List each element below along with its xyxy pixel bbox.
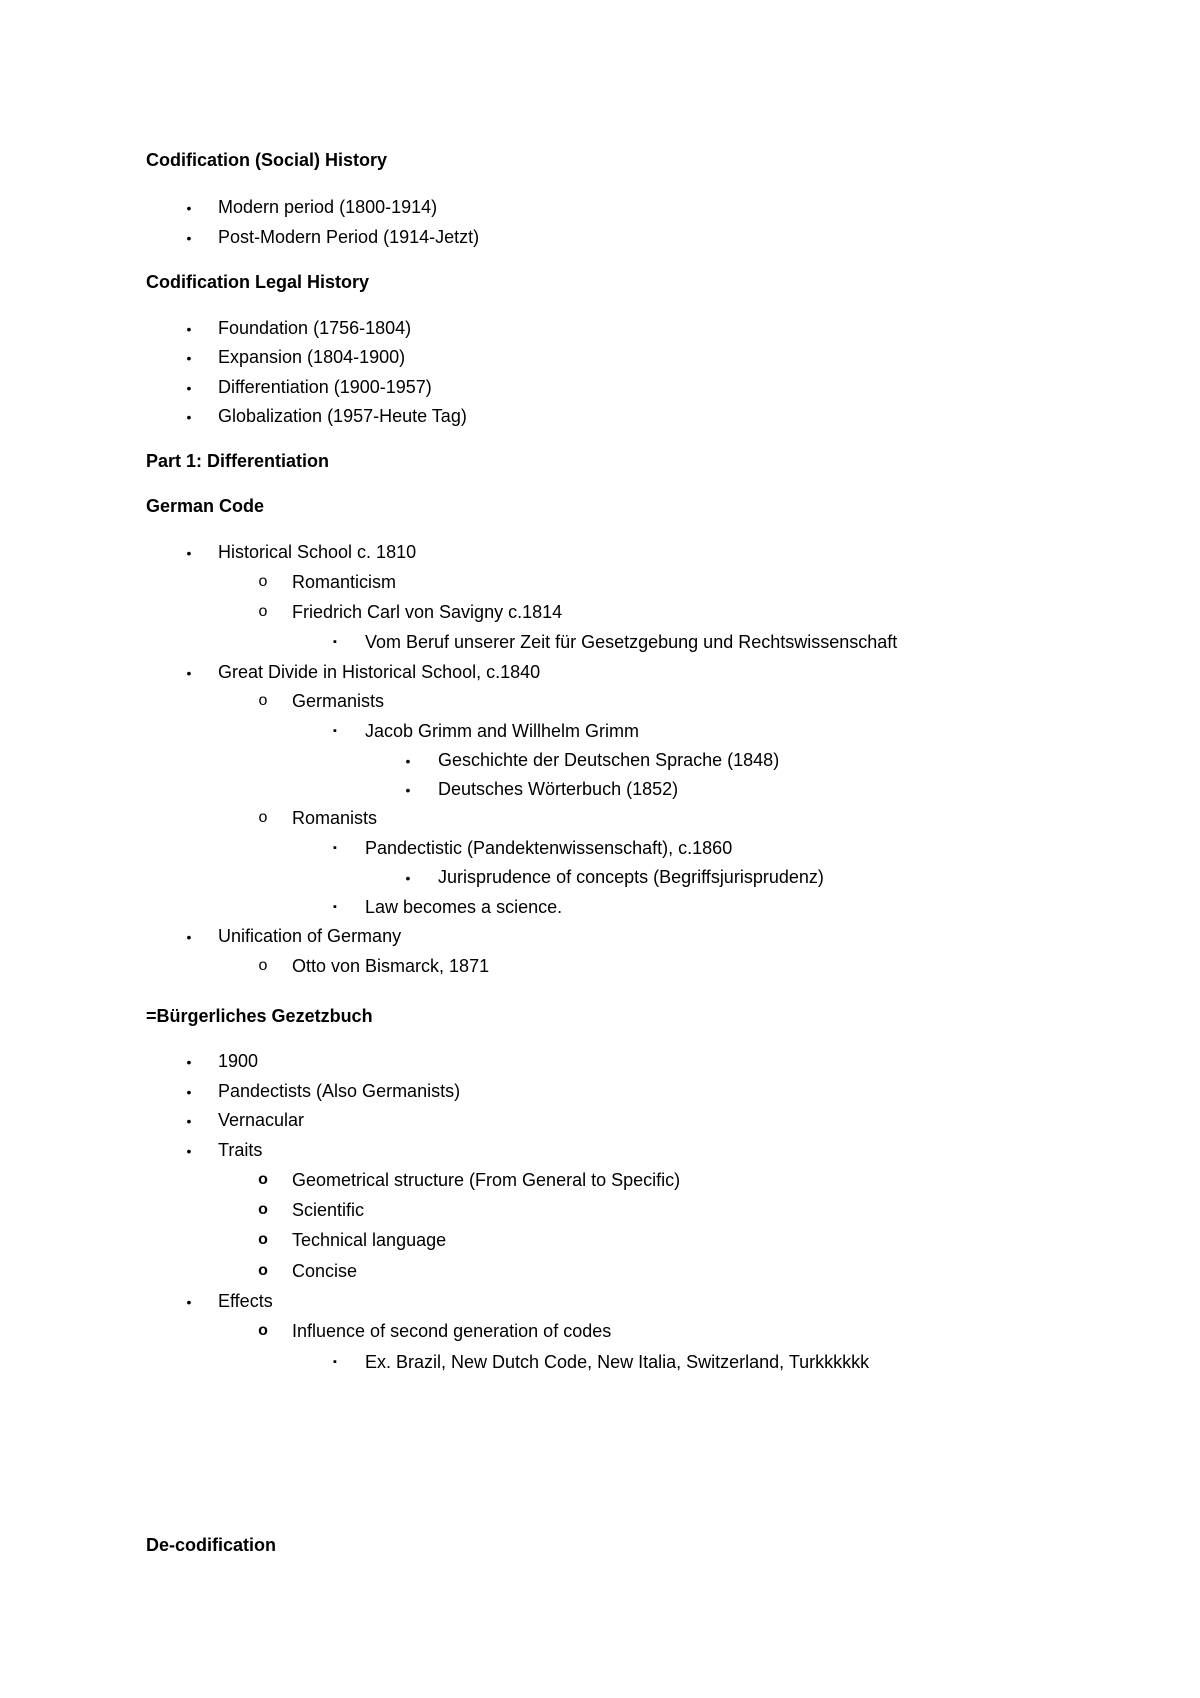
bullet-icon: • [186,1143,192,1159]
bullet-icon: • [186,1084,192,1100]
circle-bullet-icon: o [258,1231,268,1248]
bullet-icon: • [186,1113,192,1129]
bullet-icon: • [405,870,411,886]
circle-bullet-icon: o [258,957,268,974]
bullet-icon: • [405,753,411,769]
heading-social-history: Codification (Social) History [146,150,388,170]
bullet-icon: • [186,665,192,681]
bullet-icon: • [186,1054,192,1070]
bullet-icon: • [186,929,192,945]
circle-bullet-icon: o [258,1322,268,1339]
circle-bullet-icon: o [258,603,268,620]
square-bullet-icon: ▪ [333,842,337,854]
heading-bgb: =Bürgerliches Gezetzbuch [146,1006,373,1026]
circle-bullet-icon: o [258,1201,268,1218]
bullet-icon: • [186,1294,192,1310]
bullet-icon: • [405,782,411,798]
bullet-icon: • [186,230,192,246]
heading-german-code: German Code [146,496,265,516]
circle-bullet-icon: o [258,573,268,590]
circle-bullet-icon: o [258,1262,268,1279]
bullet-icon: • [186,350,192,366]
bullet-icon: • [186,409,192,425]
bullet-icon: • [186,321,192,337]
square-bullet-icon: ▪ [333,901,337,913]
bullet-icon: • [186,380,192,396]
square-bullet-icon: ▪ [333,725,337,737]
document-page: Codification (Social) History • Modern period (1800-1914) • Post-Modern Period (1914-Jetzt) Codification Legal History • Foundation (1756-1804) • Expansion (1804-1900) • Differentiation (1900-1957) • Globalization (1957-Heute Tag) Part 1: Differentiation German Code • Historical School c. 1810 o Romanticism o Friedrich Carl von Savigny c.1814 ▪ Vom Beruf unserer Zeit für Gesetzgebung und Rechtswissenschaft • Great Divide in Historical School, c.1840 o Germanists ▪ Jacob Grimm and Willhelm Grimm • Geschichte der Deutschen Sprache (1848) • Deutsches Wörterbuch (1852) o Romanists ▪ Pandectistic (Pandektenwissenschaft), c.1860 • Jurisprudence of concepts (Begriffsjurisprudenz) ▪ Law becomes a science. • Unification of Germany o Otto von Bismarck, 1871 =Bürgerliches Gezetzbuch • 1900 • Pandectists (Also Germanists) • Vernacular • Traits o Geometrical structure (From General to Specific) o Scientific o Technical language o Concise • Effects o Influence of second generation of codes ▪ Ex. Brazil, New Dutch Code, New Italia, Switzerland, Turkkkkkk De-codification [146,150,898,1555]
circle-bullet-icon: o [258,692,268,709]
heading-de-codification: De-codification [146,1535,277,1555]
square-bullet-icon: ▪ [333,636,337,648]
bullet-icon: • [186,200,192,216]
circle-bullet-icon: o [258,1171,268,1188]
circle-bullet-icon: o [258,809,268,826]
square-bullet-icon: ▪ [333,1356,337,1368]
heading-legal-history: Codification Legal History [146,272,370,292]
heading-part-1: Part 1: Differentiation [146,451,330,471]
bullet-icon: • [186,545,192,561]
